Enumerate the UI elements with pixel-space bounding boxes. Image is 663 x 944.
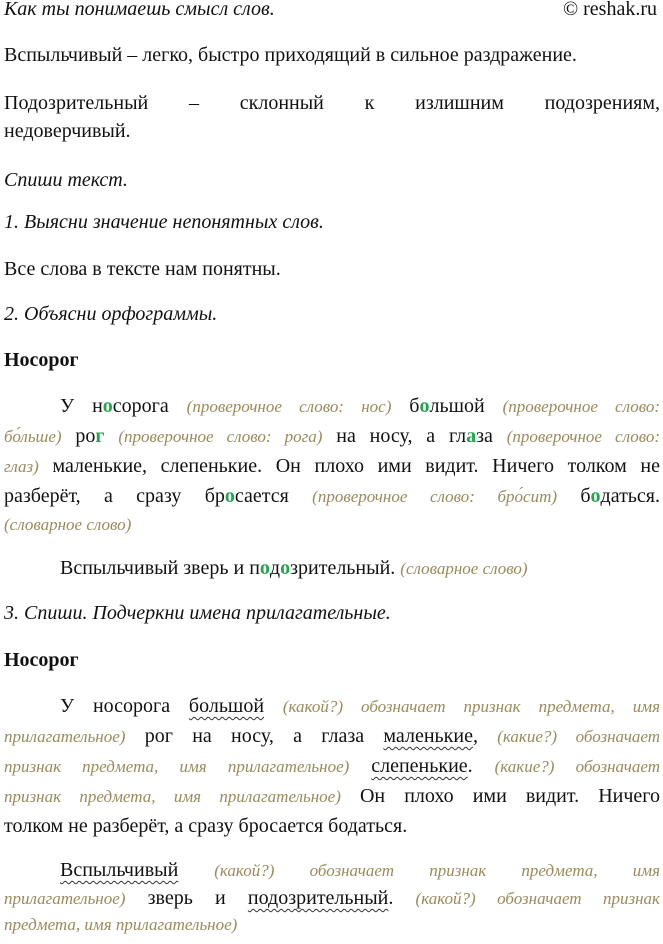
adjective-malenkie: маленькие bbox=[383, 725, 473, 747]
task-title: Как ты понимаешь смысл слов. bbox=[4, 0, 275, 20]
adjective-bolshoy: большой bbox=[188, 695, 265, 717]
task2-p1-line2: бо́льше) рог (проверочное слово: рога) на носу, а глаза (проверочное слово: bbox=[4, 425, 661, 447]
task3-p1-line5: толком не разберёт, а сразу бросается бодаться. bbox=[4, 815, 408, 837]
definition-2-line2: недоверчивый. bbox=[4, 120, 131, 142]
definition-2-line1: Подозрительный – склонный к излишним подозрениям, bbox=[4, 92, 660, 114]
task2-p2: Вспыльчивый зверь и подозрительный. (словарное слово) bbox=[60, 557, 528, 579]
task3-heading: Носорог bbox=[4, 649, 79, 671]
task3-p1-line4: признак предмета, имя прилагательное) Он плохо ими видит. Ничего bbox=[4, 785, 660, 807]
task1-answer: Все слова в тексте нам понятны. bbox=[4, 258, 281, 280]
task3-label: 3. Спиши. Подчеркни имена прилагательные. bbox=[4, 602, 391, 624]
adjective-vspylchivy: Вспыльчивый bbox=[60, 859, 179, 881]
task2-p1-line1: У носорога (проверочное слово: нос) большой (проверочное слово: bbox=[60, 395, 661, 417]
task3-p1-line3: признак предмета, имя прилагательное) слепенькие. (какие?) обозначает bbox=[4, 755, 660, 777]
task2-p1-line5: (словарное слово) bbox=[4, 515, 132, 534]
task3-p2-line1: Вспыльчивый (какой?) обозначает признак предмета, имя bbox=[60, 859, 661, 881]
task3-p1-line1: У носорога большой (какой?) обозначает признак предмета, имя bbox=[60, 695, 661, 717]
task2-label: 2. Объясни орфограммы. bbox=[4, 303, 218, 325]
task2-p1-line4: разберёт, а сразу бросается (проверочное слово: бро́сит) бодаться. bbox=[4, 485, 661, 507]
task1-label: 1. Выясни значение непонятных слов. bbox=[4, 211, 324, 233]
task-copy: Спиши текст. bbox=[4, 169, 128, 191]
task3-p1-line2: прилагательное) рог на носу, а глаза маленькие, (какие?) обозначает bbox=[4, 725, 661, 747]
adjective-podozritelny: подозрительный bbox=[247, 887, 389, 909]
task3-p2-line3: предмета, имя прилагательное) bbox=[4, 915, 238, 934]
task3-p2-line2: прилагательное) зверь и подозрительный. (какой?) обозначает признак bbox=[4, 887, 660, 909]
adjective-slepenkie: слепенькие bbox=[371, 755, 468, 777]
definition-1: Вспыльчивый – легко, быстро приходящий в сильное раздражение. bbox=[4, 44, 577, 66]
watermark: © reshak.ru bbox=[562, 0, 657, 20]
task2-p1-line3: глаз) маленькие, слепенькие. Он плохо ими видит. Ничего толком не bbox=[4, 455, 660, 477]
task2-heading: Носорог bbox=[4, 349, 79, 371]
